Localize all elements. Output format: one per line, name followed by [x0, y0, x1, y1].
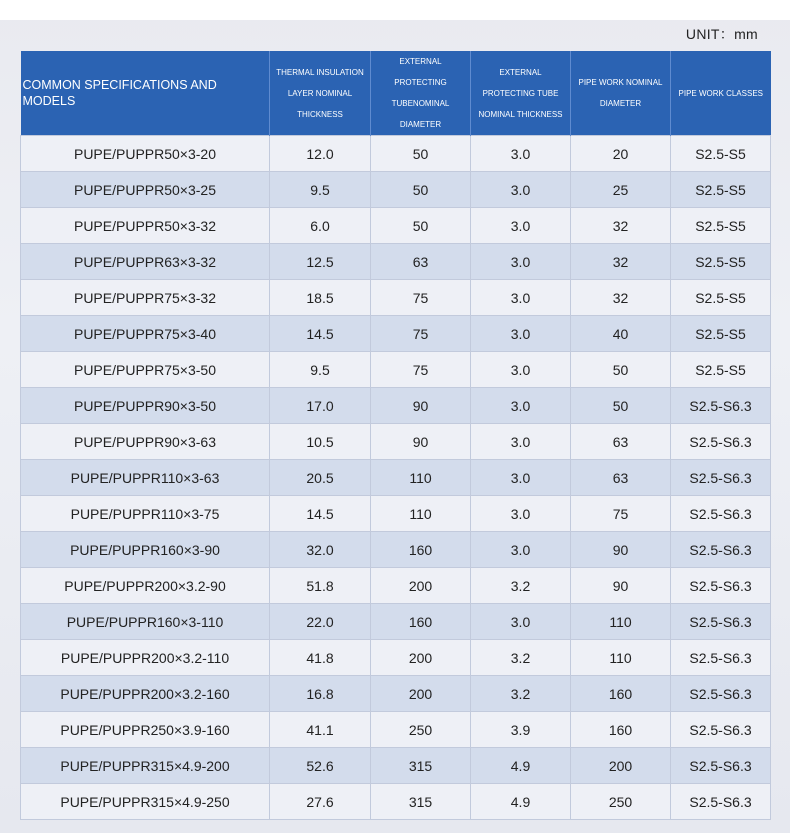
cell-tube-thickness: 3.0	[471, 208, 571, 244]
cell-insulation-thickness: 27.6	[270, 784, 371, 820]
table-row	[21, 748, 771, 784]
cell-tube-thickness: 3.0	[471, 316, 571, 352]
cell-pipe-classes: S2.5-S5	[671, 280, 771, 316]
cell-model: PUPE/PUPPR50×3-32	[21, 208, 270, 244]
cell-insulation-thickness: 18.5	[270, 280, 371, 316]
table-row	[21, 460, 771, 496]
cell-pipe-classes: S2.5-S6.3	[671, 748, 771, 784]
cell-model: PUPE/PUPPR200×3.2-90	[21, 568, 270, 604]
cell-tube-thickness: 3.0	[471, 352, 571, 388]
table-row	[21, 172, 771, 208]
table-row	[21, 388, 771, 424]
cell-model: PUPE/PUPPR63×3-32	[21, 244, 270, 280]
table-row	[21, 316, 771, 352]
cell-insulation-thickness: 12.5	[270, 244, 371, 280]
cell-insulation-thickness: 52.6	[270, 748, 371, 784]
cell-pipe-diameter: 90	[571, 568, 671, 604]
cell-tube-diameter: 160	[371, 532, 471, 568]
cell-insulation-thickness: 10.5	[270, 424, 371, 460]
cell-tube-thickness: 3.0	[471, 532, 571, 568]
cell-pipe-classes: S2.5-S5	[671, 172, 771, 208]
cell-model: PUPE/PUPPR50×3-25	[21, 172, 270, 208]
cell-tube-thickness: 3.9	[471, 712, 571, 748]
cell-tube-thickness: 4.9	[471, 784, 571, 820]
cell-model: PUPE/PUPPR315×4.9-200	[21, 748, 270, 784]
cell-pipe-classes: S2.5-S6.3	[671, 460, 771, 496]
cell-pipe-diameter: 250	[571, 784, 671, 820]
cell-tube-diameter: 50	[371, 208, 471, 244]
cell-pipe-classes: S2.5-S6.3	[671, 568, 771, 604]
cell-tube-thickness: 3.2	[471, 568, 571, 604]
cell-tube-diameter: 200	[371, 676, 471, 712]
unit-label: UNIT：mm	[685, 26, 758, 42]
cell-model: PUPE/PUPPR315×4.9-250	[21, 784, 270, 820]
cell-tube-diameter: 160	[371, 604, 471, 640]
cell-model: PUPE/PUPPR110×3-75	[21, 496, 270, 532]
cell-model: PUPE/PUPPR110×3-63	[21, 460, 270, 496]
cell-pipe-classes: S2.5-S5	[671, 352, 771, 388]
table-row	[21, 244, 771, 280]
cell-pipe-classes: S2.5-S6.3	[671, 640, 771, 676]
header-tube-diameter: EXTERNAL PROTECTING TUBENOMINAL DIAMETER	[371, 51, 471, 136]
cell-tube-diameter: 110	[371, 460, 471, 496]
cell-tube-diameter: 75	[371, 352, 471, 388]
cell-model: PUPE/PUPPR200×3.2-110	[21, 640, 270, 676]
cell-tube-diameter: 110	[371, 496, 471, 532]
cell-pipe-classes: S2.5-S5	[671, 316, 771, 352]
spec-table	[20, 51, 771, 820]
cell-pipe-diameter: 110	[571, 640, 671, 676]
cell-model: PUPE/PUPPR75×3-50	[21, 352, 270, 388]
header-model: COMMON SPECIFICATIONS AND MODELS	[21, 51, 270, 136]
cell-tube-thickness: 3.0	[471, 280, 571, 316]
cell-pipe-classes: S2.5-S6.3	[671, 784, 771, 820]
cell-insulation-thickness: 41.1	[270, 712, 371, 748]
cell-pipe-diameter: 32	[571, 280, 671, 316]
cell-tube-diameter: 250	[371, 712, 471, 748]
cell-pipe-diameter: 20	[571, 136, 671, 172]
cell-pipe-classes: S2.5-S5	[671, 244, 771, 280]
cell-tube-thickness: 3.0	[471, 424, 571, 460]
cell-tube-diameter: 90	[371, 388, 471, 424]
cell-tube-thickness: 3.2	[471, 640, 571, 676]
cell-insulation-thickness: 51.8	[270, 568, 371, 604]
cell-insulation-thickness: 9.5	[270, 172, 371, 208]
cell-tube-diameter: 50	[371, 172, 471, 208]
cell-insulation-thickness: 14.5	[270, 316, 371, 352]
cell-insulation-thickness: 41.8	[270, 640, 371, 676]
cell-pipe-diameter: 110	[571, 604, 671, 640]
header-tube-thickness: EXTERNAL PROTECTING TUBE NOMINAL THICKNESS	[471, 51, 571, 136]
cell-pipe-diameter: 32	[571, 244, 671, 280]
cell-model: PUPE/PUPPR200×3.2-160	[21, 676, 270, 712]
header-pipe-diameter: PIPE WORK NOMINAL DIAMETER	[571, 51, 671, 136]
cell-pipe-classes: S2.5-S6.3	[671, 388, 771, 424]
cell-pipe-classes: S2.5-S6.3	[671, 496, 771, 532]
cell-pipe-classes: S2.5-S5	[671, 208, 771, 244]
cell-insulation-thickness: 9.5	[270, 352, 371, 388]
cell-model: PUPE/PUPPR160×3-90	[21, 532, 270, 568]
cell-pipe-diameter: 160	[571, 676, 671, 712]
cell-pipe-classes: S2.5-S6.3	[671, 676, 771, 712]
cell-tube-thickness: 3.0	[471, 460, 571, 496]
table-row	[21, 568, 771, 604]
cell-insulation-thickness: 22.0	[270, 604, 371, 640]
cell-pipe-diameter: 50	[571, 352, 671, 388]
header-insulation-thickness: THERMAL INSULATION LAYER NOMINAL THICKNESS	[270, 51, 371, 136]
table-row	[21, 640, 771, 676]
cell-tube-thickness: 4.9	[471, 748, 571, 784]
cell-pipe-classes: S2.5-S6.3	[671, 712, 771, 748]
cell-insulation-thickness: 17.0	[270, 388, 371, 424]
cell-tube-thickness: 3.0	[471, 136, 571, 172]
cell-pipe-diameter: 200	[571, 748, 671, 784]
cell-tube-diameter: 63	[371, 244, 471, 280]
cell-tube-thickness: 3.0	[471, 604, 571, 640]
header-pipe-classes: PIPE WORK CLASSES	[671, 51, 771, 136]
cell-pipe-diameter: 63	[571, 424, 671, 460]
table-body	[21, 136, 771, 820]
cell-model: PUPE/PUPPR250×3.9-160	[21, 712, 270, 748]
cell-pipe-diameter: 25	[571, 172, 671, 208]
cell-model: PUPE/PUPPR160×3-110	[21, 604, 270, 640]
cell-model: PUPE/PUPPR90×3-63	[21, 424, 270, 460]
cell-pipe-diameter: 50	[571, 388, 671, 424]
cell-pipe-classes: S2.5-S6.3	[671, 604, 771, 640]
cell-insulation-thickness: 32.0	[270, 532, 371, 568]
table-row	[21, 784, 771, 820]
cell-model: PUPE/PUPPR75×3-40	[21, 316, 270, 352]
table-row	[21, 208, 771, 244]
cell-insulation-thickness: 16.8	[270, 676, 371, 712]
cell-pipe-diameter: 32	[571, 208, 671, 244]
cell-pipe-diameter: 90	[571, 532, 671, 568]
cell-pipe-classes: S2.5-S6.3	[671, 532, 771, 568]
cell-insulation-thickness: 14.5	[270, 496, 371, 532]
cell-pipe-classes: S2.5-S5	[671, 136, 771, 172]
table-row	[21, 136, 771, 172]
table-row	[21, 532, 771, 568]
table-header	[21, 51, 771, 136]
cell-tube-diameter: 315	[371, 784, 471, 820]
cell-tube-thickness: 3.0	[471, 388, 571, 424]
table-row	[21, 280, 771, 316]
cell-pipe-diameter: 63	[571, 460, 671, 496]
cell-model: PUPE/PUPPR50×3-20	[21, 136, 270, 172]
cell-tube-thickness: 3.2	[471, 676, 571, 712]
cell-insulation-thickness: 12.0	[270, 136, 371, 172]
cell-tube-diameter: 315	[371, 748, 471, 784]
cell-tube-diameter: 200	[371, 568, 471, 604]
cell-pipe-diameter: 40	[571, 316, 671, 352]
top-strip	[0, 0, 790, 20]
cell-model: PUPE/PUPPR75×3-32	[21, 280, 270, 316]
cell-model: PUPE/PUPPR90×3-50	[21, 388, 270, 424]
cell-tube-diameter: 200	[371, 640, 471, 676]
cell-pipe-diameter: 75	[571, 496, 671, 532]
cell-tube-diameter: 75	[371, 316, 471, 352]
cell-tube-diameter: 90	[371, 424, 471, 460]
table-row	[21, 712, 771, 748]
cell-tube-thickness: 3.0	[471, 496, 571, 532]
table-row	[21, 352, 771, 388]
table-row	[21, 496, 771, 532]
cell-tube-thickness: 3.0	[471, 244, 571, 280]
table-row	[21, 676, 771, 712]
cell-tube-diameter: 75	[371, 280, 471, 316]
cell-insulation-thickness: 6.0	[270, 208, 371, 244]
cell-insulation-thickness: 20.5	[270, 460, 371, 496]
cell-tube-diameter: 50	[371, 136, 471, 172]
table-row	[21, 604, 771, 640]
header-row	[21, 51, 771, 136]
cell-tube-thickness: 3.0	[471, 172, 571, 208]
cell-pipe-diameter: 160	[571, 712, 671, 748]
table-row	[21, 424, 771, 460]
cell-pipe-classes: S2.5-S6.3	[671, 424, 771, 460]
